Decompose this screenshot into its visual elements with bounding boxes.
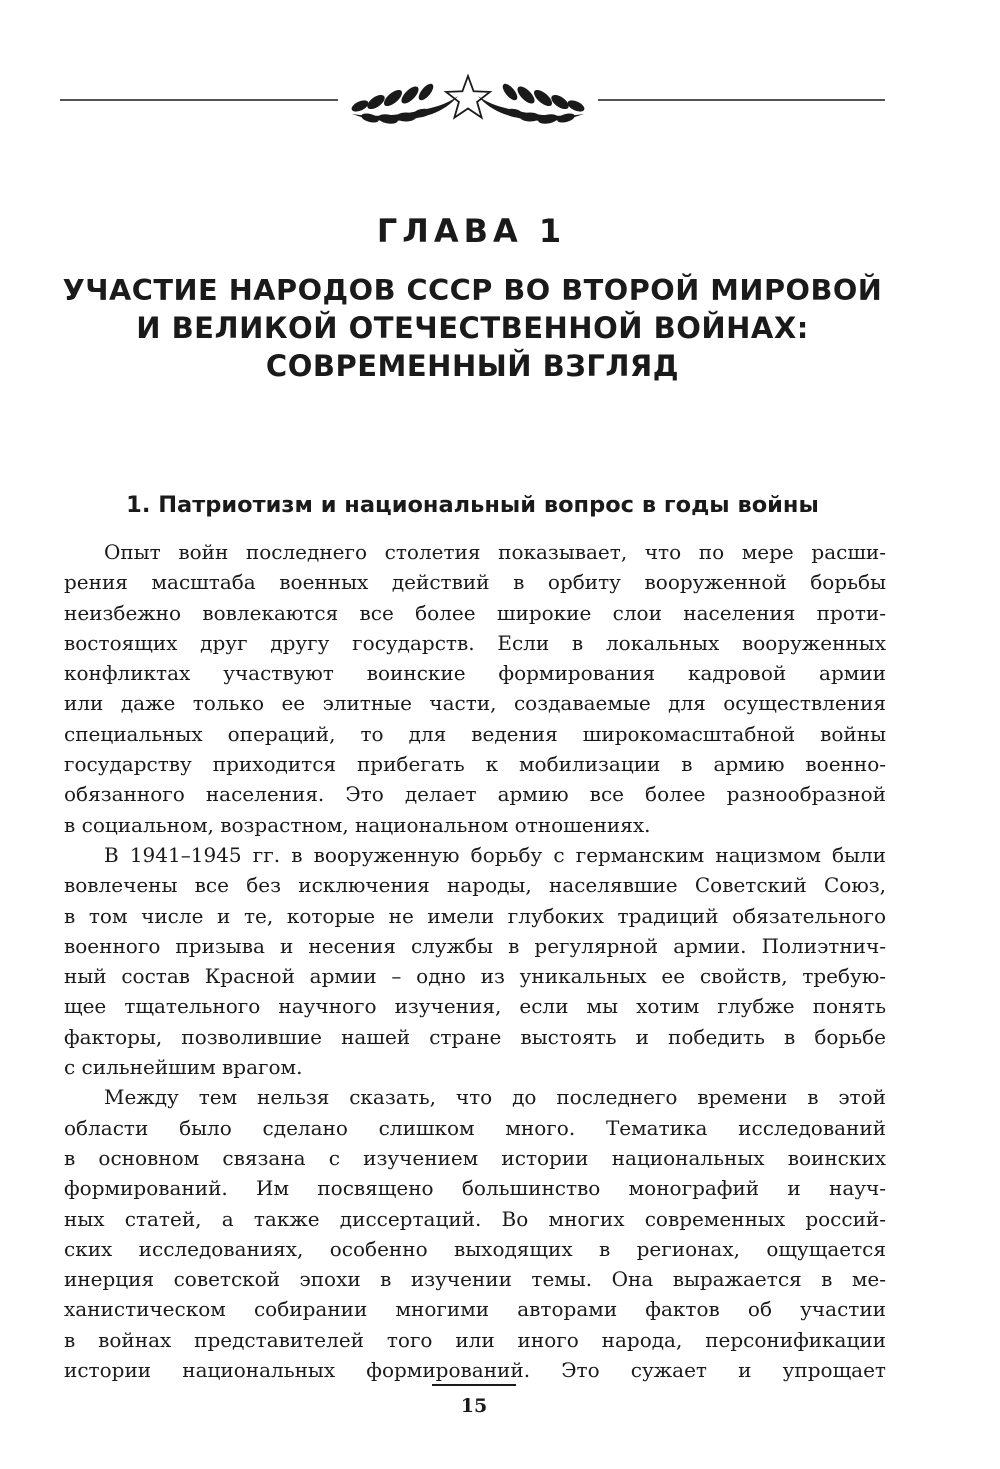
text-line: ханистическом собирании многими авторами фактов об участии: [64, 1297, 886, 1322]
text-line: В 1941–1945 гг. в вооруженную борьбу с германским нацизмом были: [104, 842, 886, 867]
text-line: щее тщательного научного изучения, если мы хотим глубже понять: [64, 994, 886, 1019]
text-line: в войнах представителей того или иного народа, персонификации: [64, 1327, 886, 1352]
text-line: обязанного населения. Это делает армию все более разнообразной: [64, 782, 886, 807]
text-line: специальных операций, то для ведения широкомасштабной войны: [64, 721, 886, 746]
section-heading: 1. Патриотизм и национальный вопрос в годы войны: [126, 492, 819, 518]
text-line: вовлечены все без исключения народы, населявшие Советский Союз,: [64, 873, 886, 898]
text-line: Между тем нельзя сказать, что до последнего времени в этой: [104, 1085, 886, 1110]
text-line: конфликтах участвуют воинские формирования кадровой армии: [64, 661, 886, 686]
laurel-star-ornament-icon: [60, 62, 885, 137]
text-line: ных статей, а также диссертаций. Во многих современных россий-: [64, 1206, 886, 1231]
text-line: или даже только ее элитные части, создаваемые для осуществления: [64, 691, 886, 716]
text-line: с сильнейшим врагом.: [64, 1055, 303, 1080]
chapter-title-line: УЧАСТИЕ НАРОДОВ СССР ВО ВТОРОЙ МИРОВОЙ: [62, 273, 883, 307]
text-line: востоящих друг другу государств. Если в локальных вооруженных: [64, 630, 886, 655]
text-line: формирований. Им посвящено большинство монографий и науч-: [64, 1176, 886, 1201]
chapter-title: [60, 271, 885, 385]
text-line: факторы, позволившие нашей стране выстоять и победить в борьбе: [64, 1024, 886, 1049]
chapter-label: ГЛАВА 1: [376, 212, 567, 250]
text-line: неизбежно вовлекаются все более широкие слои населения проти-: [64, 600, 886, 625]
text-line: истории национальных формирований. Это сужает и упрощает: [64, 1358, 886, 1383]
text-line: Опыт войн последнего столетия показывает, что по мере расши-: [104, 540, 886, 564]
page-number: 15: [460, 1395, 488, 1417]
text-line: военного призыва и несения службы в регулярной армии. Полиэтнич-: [64, 933, 886, 958]
text-line: инерция советской эпохи в изучении темы. Она выражается в ме-: [64, 1267, 886, 1292]
chapter-title-line: СОВРЕМЕННЫЙ ВЗГЛЯД: [265, 349, 680, 383]
text-line: рения масштаба военных действий в орбиту вооруженной борьбы: [64, 570, 886, 595]
text-line: в том числе и те, которые не имели глубоких традиций обязательного: [64, 903, 886, 928]
text-line: в основном связана с изучением истории национальных воинских: [64, 1145, 886, 1170]
chapter-title-line: И ВЕЛИКОЙ ОТЕЧЕСТВЕННОЙ ВОЙНАХ:: [136, 311, 809, 345]
text-line: ный состав Красной армии – одно из уникальных ее свойств, требую-: [64, 964, 886, 989]
text-line: государству приходится прибегать к мобилизации в армию военно-: [64, 752, 886, 777]
body-text: [64, 537, 886, 1385]
text-line: области было сделано слишком много. Тематика исследований: [64, 1115, 886, 1140]
footer-rule: [432, 1384, 516, 1386]
text-line: в социальном, возрастном, национальном отношениях.: [64, 812, 651, 837]
text-line: ских исследованиях, особенно выходящих в регионах, ощущается: [64, 1236, 886, 1261]
